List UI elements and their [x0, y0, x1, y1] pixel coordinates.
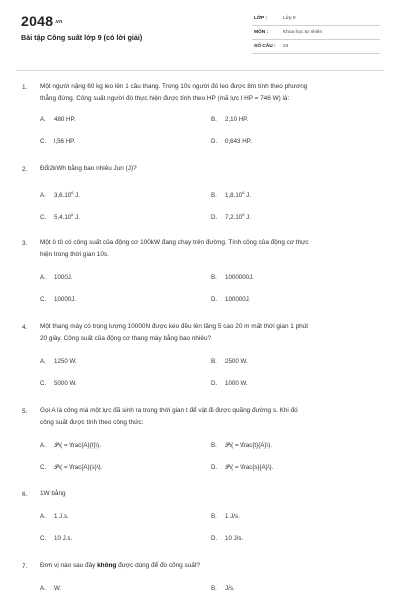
option-d[interactable]: D. 0,643 HP.: [211, 138, 252, 145]
question-number: 4.: [22, 324, 28, 331]
question-text: Một người nặng 60 kg leo lên 1 cầu thang. Trong 10s người đó leo được 8m tính theo phương thẳng đứng. Công suất người đó thực hiện được tính theo HP (mã lực l HP = 746 W) là:: [40, 83, 308, 102]
question-text: 1W bằng: [40, 490, 66, 497]
header-divider: [16, 70, 384, 71]
meta-class: [252, 14, 380, 26]
question-number: 2.: [22, 166, 28, 173]
option-d[interactable]: D. 7,2.10$^6$ J.: [211, 212, 251, 222]
emphasis-text: không: [97, 562, 117, 569]
option-b[interactable]: B. 1 J/s.: [211, 513, 240, 520]
option-a[interactable]: A. W.: [40, 585, 62, 592]
document-title: Bài tập Công suất lớp 9 (có lời giải): [21, 33, 143, 42]
meta-class-label: LỚP :: [254, 16, 268, 21]
page-header: [0, 0, 400, 66]
question-number: 6.: [22, 491, 28, 498]
question-text: Gọi A là công mà một lực đã sinh ra trong thời gian t để vật đi được quãng đường s. Khi đó công suất được tính theo công thức:: [40, 407, 298, 426]
question-text: Đơn vị nào sau đây không được dùng để đo công suất?: [40, 562, 201, 569]
question-text: Đổi2kWh bằng bao nhiêu Jun (J)?: [40, 165, 137, 172]
option-d[interactable]: D. 𝒫\( = \frac{s}{A}\).: [211, 464, 274, 471]
meta-count-value: 24: [283, 44, 289, 49]
meta-subject-value: Khoa học tự nhiên: [283, 30, 323, 35]
option-c[interactable]: C. l,56 HP.: [40, 138, 76, 145]
option-b[interactable]: B. J/s.: [211, 585, 235, 592]
option-c[interactable]: C. 5000 W.: [40, 380, 77, 387]
option-a[interactable]: A. 3,6.10$^6$ J.: [40, 190, 80, 200]
option-b[interactable]: B. 2,10 HP.: [211, 116, 249, 123]
option-a[interactable]: A. 1 J.s.: [40, 513, 69, 520]
option-a[interactable]: A. 1250 W.: [40, 358, 77, 365]
question-text: Một ô tô có công suất của động cơ 100kW đang chạy trên đường. Tính công của động cơ thực hiện trong thời gian 10s.: [40, 239, 309, 258]
question-text: Một thang máy có trọng lượng 10000N được kéo đều lên tầng 5 cao 20 m mất thời gian 1 phút 20 giây. Công suất của động cơ thang máy bằng bao nhiêu?: [40, 323, 309, 342]
option-b[interactable]: B. 2500 W.: [211, 358, 248, 365]
question-number: 5.: [22, 408, 28, 415]
option-c[interactable]: C. 5,4.10$^6$ J.: [40, 212, 80, 222]
option-c[interactable]: C. 10000J.: [40, 296, 77, 303]
option-a[interactable]: A. 1000J.: [40, 274, 73, 281]
meta-count-label: SỐ CÂU :: [254, 44, 276, 49]
meta-question-count: [252, 42, 380, 54]
option-d[interactable]: D. 1000 W.: [211, 380, 248, 387]
option-c[interactable]: C. 𝒫\( = \frac{A}{s}\).: [40, 464, 103, 471]
option-b[interactable]: B. 1,8.10$^6$ J.: [211, 190, 251, 200]
question-number: 3.: [22, 240, 28, 247]
option-b[interactable]: B. 1000000J.: [211, 274, 254, 281]
option-a[interactable]: A. 480 HP.: [40, 116, 76, 123]
meta-subject: [252, 28, 380, 40]
option-a[interactable]: A. 𝒫\( = \frac{A}{t}\).: [40, 442, 101, 449]
option-c[interactable]: C. 10 J.s.: [40, 535, 73, 542]
site-logo[interactable]: 2048.vn: [21, 13, 63, 29]
option-d[interactable]: D. 10 J/s.: [211, 535, 244, 542]
meta-class-value: Lớp 9: [283, 16, 296, 21]
question-number: 7.: [22, 563, 28, 570]
meta-subject-label: MÔN :: [254, 30, 269, 35]
option-d[interactable]: D. 100000J.: [211, 296, 251, 303]
question-number: 1.: [22, 84, 28, 91]
option-b[interactable]: B. 𝒫\( = \frac{t}{A}\).: [211, 442, 272, 449]
